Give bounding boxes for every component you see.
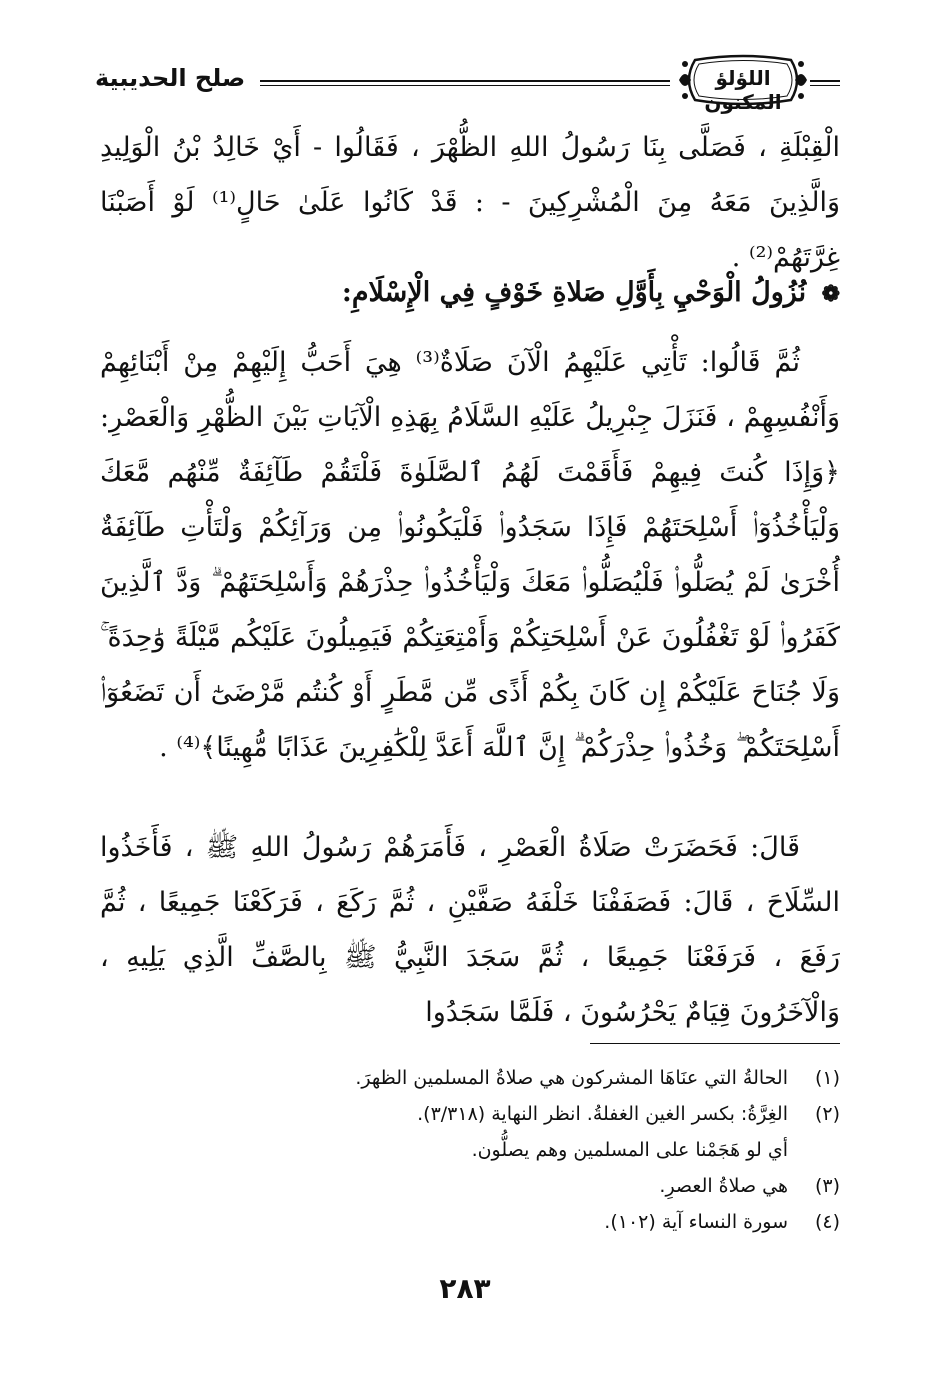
footnote-1 — [100, 1060, 840, 1096]
paragraph-3-text: قَالَ: فَحَضَرَتْ صَلَاةُ الْعَصْرِ ، فَأَمَرَهُمْ رَسُولُ اللهِ ﷺ ، فَأَخَذُوا السِّلَاحَ ، قَالَ: فَصَفَفْنَا خَلْفَهُ صَفَّيْنِ ، ثُمَّ رَكَعَ ، فَرَكَعْنَا جَمِيعًا ، ثُمَّ رَفَعَ ، فَرَفَعْنَا جَمِيعًا ، ثُمَّ سَجَدَ النَّبِيُّ ﷺ بِالصَّفِّ الَّذِي يَلِيهِ ، وَالْآخَرُونَ قِيَامٌ يَحْرُسُونَ ، فَلَمَّا سَجَدُوا — [100, 832, 840, 1028]
footnote-separator — [590, 1043, 840, 1044]
footnote-text: سورة النساء آية (١٠٢). — [604, 1211, 788, 1233]
footnote-text: هي صلاةُ العصرِ. — [659, 1175, 788, 1197]
paragraph-1-text: الْقِبْلَةِ ، فَصَلَّى بِنَا رَسُولُ اللهِ الظُّهْرَ ، فَقَالُوا - أَيْ خَالِدُ بْنُ الْوَلِيدِ وَالَّذِينَ مَعَهُ مِنَ الْمُشْرِكِينَ - : قَدْ كَانُوا عَلَىٰ حَالٍ⁽¹⁾ لَوْ أَصَبْنَا غِرَّتَهُمْ⁽²⁾ . — [100, 132, 841, 273]
section-heading — [100, 265, 840, 322]
footnote-4 — [100, 1204, 840, 1240]
footnote-text: الحالةُ التي عنَاهَا المشركون هي صلاةُ المسلمين الظهرَ. — [355, 1067, 788, 1089]
book-title: اللؤلؤ المكنون — [704, 66, 782, 114]
footnote-number: (١) — [814, 1067, 840, 1089]
footnote-number: (٣) — [814, 1175, 840, 1197]
footnote-text: أي لو هَجَمْنا على المسلمين وهم يصلُّون. — [471, 1139, 788, 1161]
running-header — [95, 52, 840, 114]
footnote-text: الغِرَّةُ: بكسر الغين الغفلةُ. انظر النهاية (٣/٣١٨). — [417, 1103, 788, 1125]
flower-bullet-icon: ❁ — [821, 281, 840, 307]
paragraph-2-text: ثُمَّ قَالُوا: تَأْتِي عَلَيْهِمُ الْآنَ صَلَاةٌ⁽³⁾ هِيَ أَحَبُّ إِلَيْهِمْ مِنْ أَبْنَائِهِمْ وَأَنْفُسِهِمْ ، فَنَزَلَ جِبْرِيلُ عَلَيْهِ السَّلَامُ بِهَذِهِ الْآيَاتِ بَيْنَ الظُّهْرِ وَالْعَصْرِ: ﴿وَإِذَا كُنتَ فِيهِمْ فَأَقَمْتَ لَهُمُ ٱلصَّلَوٰةَ فَلْتَقُمْ طَآئِفَةٌ مِّنْهُم مَّعَكَ وَلْيَأْخُذُوٓا۟ أَسْلِحَتَهُمْ فَإِذَا سَجَدُوا۟ فَلْيَكُونُوا۟ مِن وَرَآئِكُمْ وَلْتَأْتِ طَآئِفَةٌ أُخْرَىٰ لَمْ يُصَلُّوا۟ فَلْيُصَلُّوا۟ مَعَكَ وَلْيَأْخُذُوا۟ حِذْرَهُمْ وَأَسْلِحَتَهُمْ ۗ وَدَّ ٱلَّذِينَ كَفَرُوا۟ لَوْ تَغْفُلُونَ عَنْ أَسْلِحَتِكُمْ وَأَمْتِعَتِكُمْ فَيَمِيلُونَ عَلَيْكُم مَّيْلَةً وَٰحِدَةً ۚ وَلَا جُنَاحَ عَلَيْكُمْ إِن كَانَ بِكُمْ أَذًى مِّن مَّطَرٍ أَوْ كُنتُم مَّرْضَىٰٓ أَن تَضَعُوٓا۟ أَسْلِحَتَكُمْ ۖ وَخُذُوا۟ حِذْرَكُمْ ۗ إِنَّ ٱللَّهَ أَعَدَّ لِلْكَٰفِرِينَ عَذَابًا مُّهِينًا﴾⁽⁴⁾ . — [100, 347, 840, 763]
page-number: ٢٨٣ — [439, 1272, 491, 1305]
paragraph-3 — [100, 820, 840, 1040]
chapter-title: صلح الحديبية — [95, 64, 246, 92]
footnote-2 — [100, 1096, 840, 1132]
footnote-3 — [100, 1168, 840, 1204]
header-rule — [260, 80, 670, 86]
paragraph-2 — [100, 335, 840, 775]
footnotes — [100, 1060, 840, 1240]
book-title-cartouche — [677, 54, 809, 114]
paragraph-1 — [100, 120, 840, 285]
footnote-number: (٤) — [814, 1211, 840, 1233]
header-rule-right — [810, 80, 840, 86]
section-heading-text: نُزُولُ الْوَحْيِ بِأَوَّلِ صَلاةِ خَوْفٍ فِي الْإِسْلَامِ: — [341, 277, 807, 308]
footnote-number: (٢) — [814, 1103, 840, 1125]
footnote-2-continued — [100, 1132, 840, 1168]
